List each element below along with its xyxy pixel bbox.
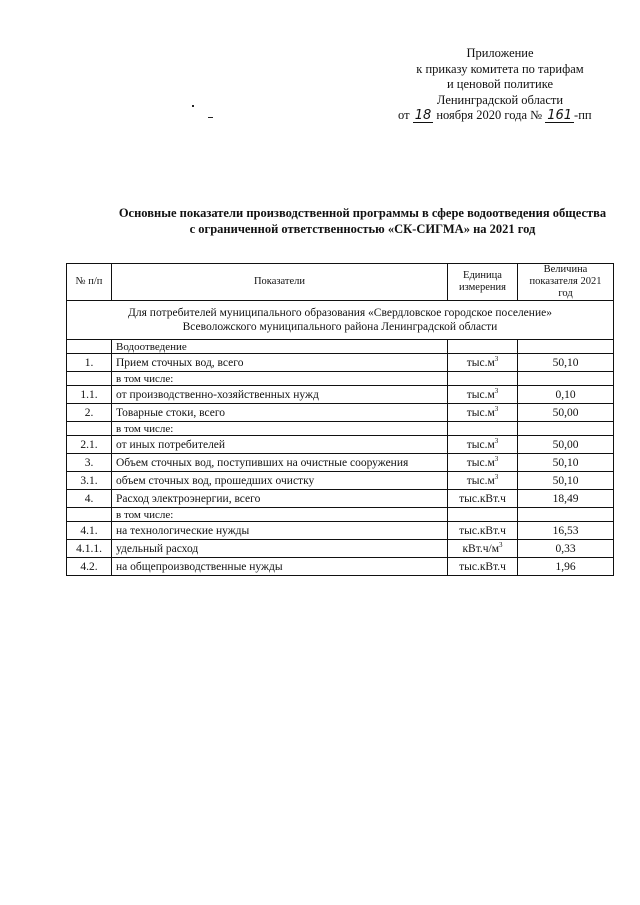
row-unit xyxy=(448,404,518,422)
row-num: 4. xyxy=(67,490,112,508)
row-name: от производственно-хозяйственных нужд xyxy=(112,386,448,404)
row-unit xyxy=(448,522,518,540)
table-row xyxy=(67,354,614,372)
row-value: 50,10 xyxy=(518,454,614,472)
appendix-line-4: Ленинградской области xyxy=(436,92,564,107)
table-row xyxy=(67,558,614,576)
table-row xyxy=(67,490,614,508)
row-num: 1. xyxy=(67,354,112,372)
row-unit-text: тыс.м xyxy=(466,406,495,419)
row-name: на общепроизводственные нужды xyxy=(112,558,448,576)
order-middle: ноября 2020 года № xyxy=(436,108,543,122)
row-value-cell xyxy=(518,508,614,522)
section-label: Водоотведение xyxy=(112,340,448,354)
row-subheader: в том числе: xyxy=(112,422,448,436)
row-subheader: в том числе: xyxy=(112,372,448,386)
row-num-cell xyxy=(67,508,112,522)
order-day: 18 xyxy=(414,108,432,123)
row-value: 1,96 xyxy=(518,558,614,576)
row-name: объем сточных вод, прошедших очистку xyxy=(112,472,448,490)
row-value: 18,49 xyxy=(518,490,614,508)
row-name: на технологические нужды xyxy=(112,522,448,540)
row-unit-text: кВт.ч/м xyxy=(462,542,500,555)
title-line-2: с ограниченной ответственностью «СК-СИГМА» на 2021 год xyxy=(189,222,536,236)
row-num: 3.1. xyxy=(67,472,112,490)
row-num-cell xyxy=(67,372,112,386)
row-unit xyxy=(448,472,518,490)
table-row xyxy=(67,404,614,422)
row-name: Прием сточных вод, всего xyxy=(112,354,448,372)
row-unit-exponent: 3 xyxy=(494,386,499,395)
table-row xyxy=(67,436,614,454)
row-name: удельный расход xyxy=(112,540,448,558)
row-unit-exponent: 3 xyxy=(494,436,499,445)
row-unit xyxy=(448,490,518,508)
row-unit-text: тыс.м xyxy=(466,456,495,469)
scan-speck xyxy=(192,105,194,107)
row-unit xyxy=(448,386,518,404)
row-unit-text: тыс.м xyxy=(466,474,495,487)
document-title xyxy=(100,205,625,237)
row-name: от иных потребителей xyxy=(112,436,448,454)
table-row xyxy=(67,454,614,472)
indicators-table xyxy=(66,263,614,576)
section-row xyxy=(67,340,614,354)
row-value-cell xyxy=(518,422,614,436)
row-unit-cell xyxy=(448,422,518,436)
row-unit-exponent: 3 xyxy=(494,454,499,463)
row-name: Расход электроэнергии, всего xyxy=(112,490,448,508)
row-unit xyxy=(448,540,518,558)
title-line-1: Основные показатели производственной программы в сфере водоотведения общества xyxy=(118,206,607,220)
header-unit: Единица измерения xyxy=(448,264,518,301)
appendix-line-3: и ценовой политике xyxy=(446,77,554,91)
scan-speck xyxy=(208,117,213,118)
row-unit xyxy=(448,454,518,472)
row-num: 2.1. xyxy=(67,436,112,454)
row-num: 4.2. xyxy=(67,558,112,576)
header-value: Величина показателя 2021 год xyxy=(518,264,614,301)
order-number: 161 xyxy=(547,108,573,123)
row-unit-exponent: 3 xyxy=(494,404,499,413)
row-unit-text: тыс.м xyxy=(466,438,495,451)
table-row xyxy=(67,386,614,404)
order-suffix: -пп xyxy=(574,108,592,122)
row-unit-text: тыс.м xyxy=(466,388,495,401)
header-indicator: Показатели xyxy=(112,264,448,301)
row-unit-cell xyxy=(448,372,518,386)
row-unit xyxy=(448,558,518,576)
row-subheader: в том числе: xyxy=(112,508,448,522)
row-num: 4.1.1. xyxy=(67,540,112,558)
section-unit-cell xyxy=(448,340,518,354)
header-num: № п/п xyxy=(67,264,112,301)
row-value: 50,10 xyxy=(518,472,614,490)
subheader-row xyxy=(67,508,614,522)
table-row xyxy=(67,522,614,540)
appendix-block xyxy=(395,46,605,124)
order-prefix: от xyxy=(398,108,410,122)
row-value: 50,00 xyxy=(518,404,614,422)
subheader-row xyxy=(67,422,614,436)
row-name: Объем сточных вод, поступивших на очистные сооружения xyxy=(112,454,448,472)
row-value: 50,00 xyxy=(518,436,614,454)
table-row xyxy=(67,540,614,558)
table-header-row xyxy=(67,264,614,301)
row-unit-exponent: 3 xyxy=(494,472,499,481)
row-value: 16,53 xyxy=(518,522,614,540)
group-line-1: Для потребителей муниципального образования «Свердловское городское поселение» xyxy=(128,307,552,319)
row-unit-text: тыс.м xyxy=(466,356,495,369)
subheader-row xyxy=(67,372,614,386)
group-line-2: Всеволожского муниципального района Ленинградской области xyxy=(182,321,498,333)
group-row xyxy=(67,301,614,340)
row-value: 50,10 xyxy=(518,354,614,372)
section-num-cell xyxy=(67,340,112,354)
appendix-line-2: к приказу комитета по тарифам xyxy=(416,61,584,76)
table-row xyxy=(67,472,614,490)
row-num-cell xyxy=(67,422,112,436)
order-line xyxy=(398,108,605,124)
row-unit xyxy=(448,354,518,372)
section-value-cell xyxy=(518,340,614,354)
row-unit-exponent: 3 xyxy=(499,540,503,549)
row-num: 4.1. xyxy=(67,522,112,540)
row-unit xyxy=(448,436,518,454)
row-num: 3. xyxy=(67,454,112,472)
row-unit-text: тыс.кВт.ч xyxy=(459,524,506,537)
row-value: 0,33 xyxy=(518,540,614,558)
row-unit-cell xyxy=(448,508,518,522)
row-value: 0,10 xyxy=(518,386,614,404)
row-unit-text: тыс.кВт.ч xyxy=(459,560,506,573)
row-unit-text: тыс.кВт.ч xyxy=(459,492,506,505)
row-num: 1.1. xyxy=(67,386,112,404)
row-unit-exponent: 3 xyxy=(494,354,499,363)
row-value-cell xyxy=(518,372,614,386)
row-num: 2. xyxy=(67,404,112,422)
row-name: Товарные стоки, всего xyxy=(112,404,448,422)
group-cell xyxy=(67,301,614,340)
appendix-line-1: Приложение xyxy=(466,46,534,60)
